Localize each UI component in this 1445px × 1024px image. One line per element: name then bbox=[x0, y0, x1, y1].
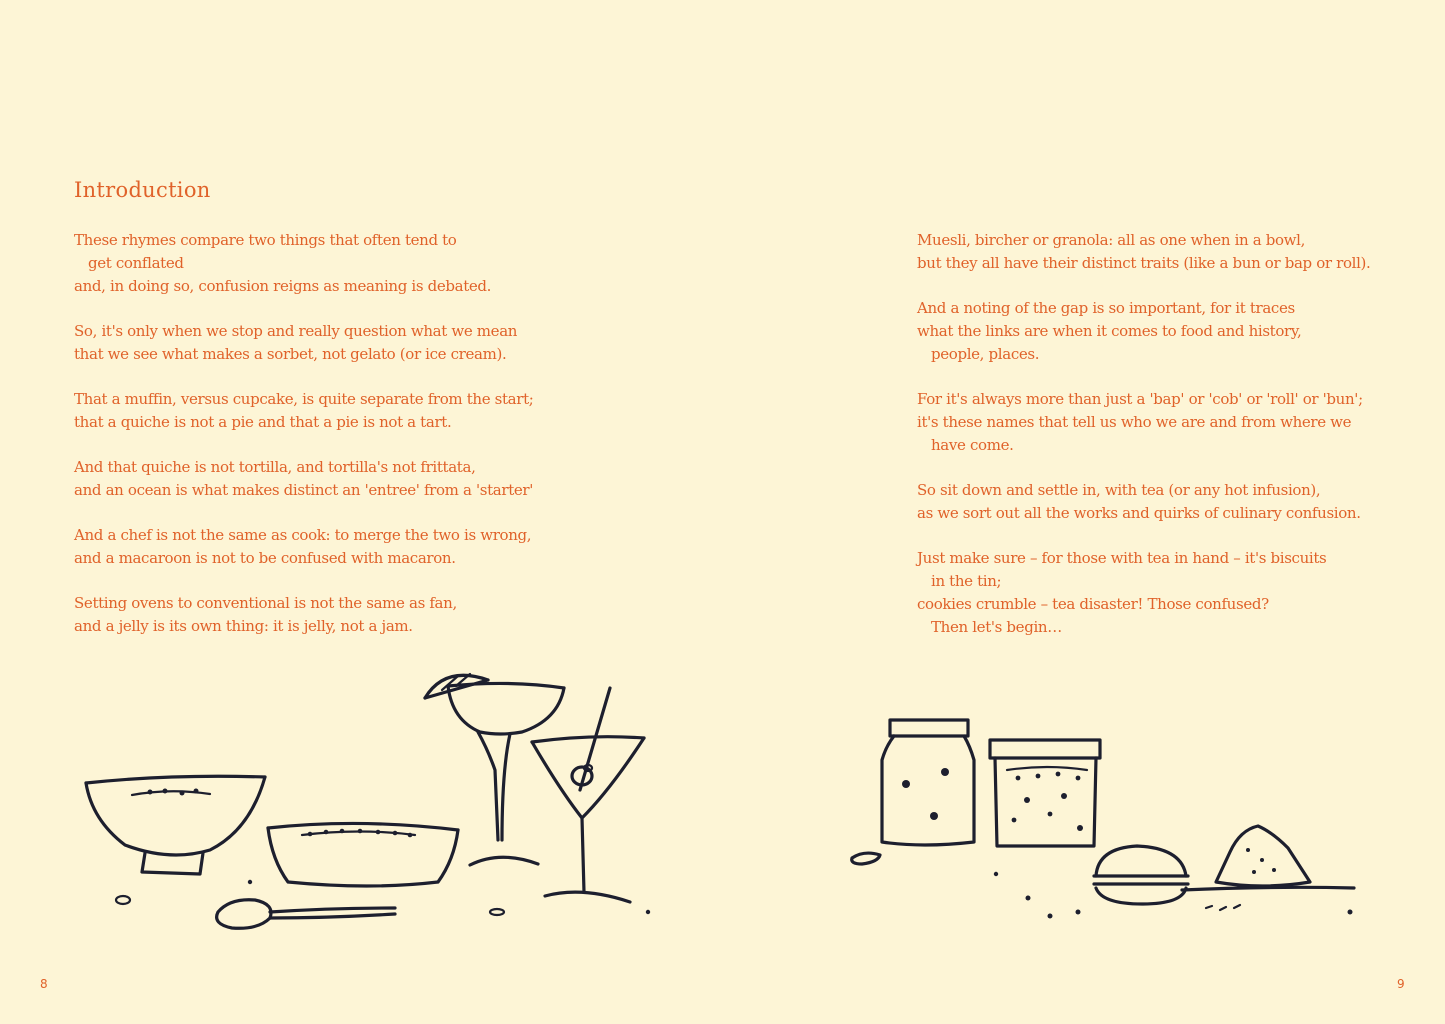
stanza bbox=[917, 547, 1437, 639]
jar-icon bbox=[852, 720, 974, 864]
poem-line: cookies crumble – tea disaster! Those confused? bbox=[917, 595, 1269, 613]
poem-line: in the tin; bbox=[931, 572, 1002, 590]
wooden-spoon-icon bbox=[217, 900, 504, 929]
stanza bbox=[917, 479, 1437, 525]
stanza bbox=[917, 229, 1437, 275]
poem-line: it's these names that tell us who we are and from where we bbox=[917, 413, 1352, 431]
poem-line: and a macaroon is not to be confused with macaron. bbox=[74, 549, 456, 567]
poem-line: Muesli, bircher or granola: all as one when in a bowl, bbox=[917, 231, 1306, 249]
stanza bbox=[917, 297, 1437, 366]
poem-line: For it's always more than just a 'bap' or 'cob' or 'roll' or 'bun'; bbox=[917, 390, 1363, 408]
stanza bbox=[917, 388, 1437, 457]
right-poem bbox=[917, 229, 1437, 661]
poem-line: Setting ovens to conventional is not the same as fan, bbox=[74, 594, 457, 612]
stanza bbox=[74, 456, 694, 502]
poem-line: These rhymes compare two things that often tend to bbox=[74, 231, 457, 249]
right-page bbox=[722, 0, 1445, 1024]
poem-line: and an ocean is what makes distinct an 'entree' from a 'starter' bbox=[74, 481, 533, 499]
poem-line: what the links are when it comes to food and history, bbox=[917, 322, 1302, 340]
poem-line: And that quiche is not tortilla, and tortilla's not frittata, bbox=[74, 458, 476, 476]
stanza bbox=[74, 592, 694, 638]
left-poem bbox=[74, 229, 694, 660]
margarita-glass-icon bbox=[425, 674, 564, 865]
stanza bbox=[74, 524, 694, 570]
page-number: 9 bbox=[1397, 977, 1405, 991]
poem-line: get conflated bbox=[88, 254, 184, 272]
poem-line: Just make sure – for those with tea in hand – it's biscuits bbox=[917, 549, 1327, 567]
pantry-illustration bbox=[842, 700, 1402, 940]
mixing-bowl-icon bbox=[86, 776, 265, 904]
poem-line: And a chef is not the same as cook: to merge the two is wrong, bbox=[74, 526, 532, 544]
left-page bbox=[0, 0, 722, 1024]
poem-line: that a quiche is not a pie and that a pie is not a tart. bbox=[74, 413, 452, 431]
poem-line: as we sort out all the works and quirks of culinary confusion. bbox=[917, 504, 1361, 522]
page-number: 8 bbox=[40, 977, 48, 991]
pie-dish-icon bbox=[268, 823, 458, 886]
poem-line: and a jelly is its own thing: it is jelly, not a jam. bbox=[74, 617, 413, 635]
scone-icon bbox=[1206, 826, 1310, 910]
poem-line: people, places. bbox=[931, 345, 1040, 363]
page-title: Introduction bbox=[74, 178, 211, 202]
poem-line: And a noting of the gap is so important, for it traces bbox=[917, 299, 1295, 317]
poem-line: have come. bbox=[931, 436, 1014, 454]
kitchenware-illustration bbox=[70, 650, 670, 950]
poem-line: but they all have their distinct traits (like a bun or bap or roll). bbox=[917, 254, 1371, 272]
bun-icon bbox=[1094, 846, 1188, 904]
poem-line: So, it's only when we stop and really question what we mean bbox=[74, 322, 518, 340]
poem-line: That a muffin, versus cupcake, is quite separate from the start; bbox=[74, 390, 534, 408]
stanza bbox=[74, 229, 694, 298]
stanza bbox=[74, 388, 694, 434]
martini-glass-icon bbox=[532, 688, 650, 914]
poem-line: that we see what makes a sorbet, not gelato (or ice cream). bbox=[74, 345, 507, 363]
granola-tub-icon bbox=[990, 740, 1100, 846]
poem-line: Then let's begin… bbox=[931, 618, 1062, 636]
stanza bbox=[74, 320, 694, 366]
poem-line: and, in doing so, confusion reigns as meaning is debated. bbox=[74, 277, 492, 295]
poem-line: So sit down and settle in, with tea (or any hot infusion), bbox=[917, 481, 1321, 499]
